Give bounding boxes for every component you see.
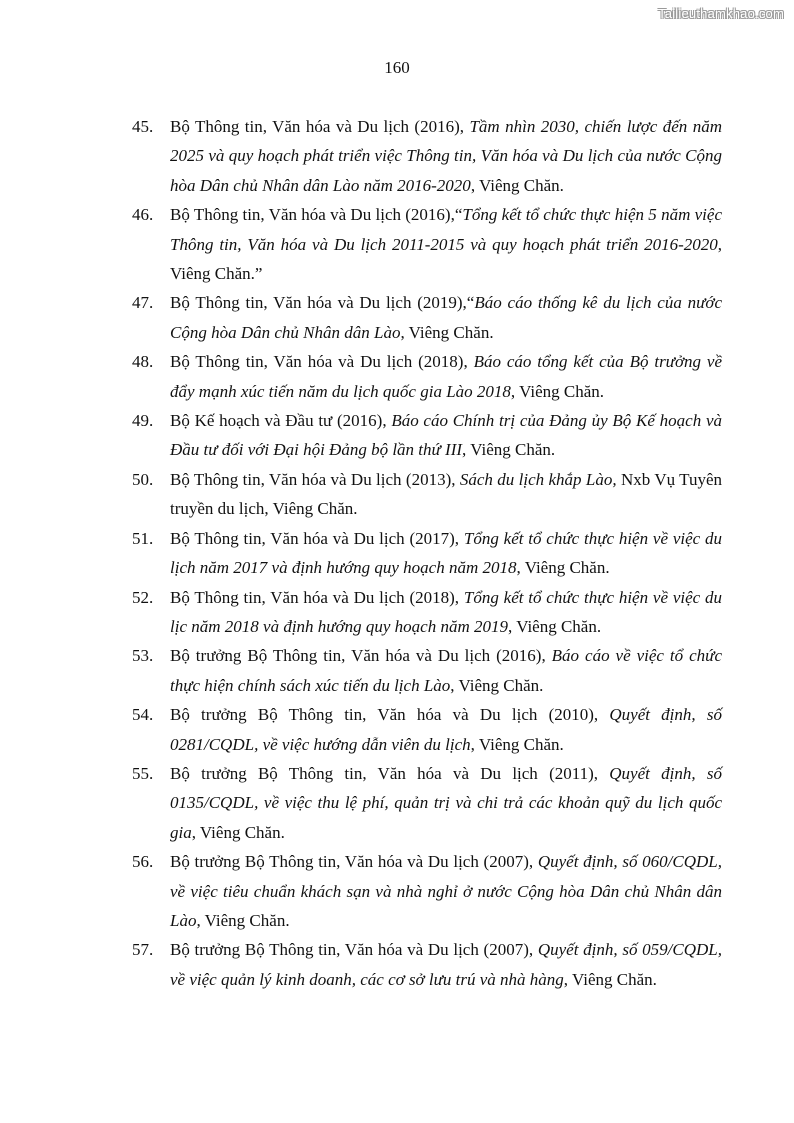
reference-number: 48. bbox=[132, 352, 154, 372]
reference-item bbox=[132, 847, 722, 935]
reference-number: 57. bbox=[132, 940, 154, 960]
reference-item bbox=[132, 524, 722, 583]
reference-text: Bộ Thông tin, Văn hóa và Du lịch (2017), Tổng kết tổ chức thực hiện về việc du lịch năm 2017 và định hướng quy hoạch năm 2018, Viêng Chăn. bbox=[170, 528, 722, 578]
reference-title: Quyết định, số 060/CQDL, về việc tiêu chuẩn khách sạn và nhà nghỉ ở nước Cộng hòa Dân chủ Nhân dân Lào bbox=[170, 852, 722, 930]
reference-number: 56. bbox=[132, 852, 154, 872]
reference-text: Bộ trưởng Bộ Thông tin, Văn hóa và Du lịch (2011), Quyết định, số 0135/CQDL, về việc thu lệ phí, quản trị và chi trả các khoản quỹ du lịch quốc gia, Viêng Chăn. bbox=[170, 763, 722, 842]
reference-title: Quyết định, số 0281/CQDL, về việc hướng dẫn viên du lịch bbox=[170, 705, 722, 754]
reference-title: Sách du lịch khắp Lào, bbox=[459, 469, 617, 489]
reference-text: Bộ Kế hoạch và Đầu tư (2016), Báo cáo Chính trị của Đảng ủy Bộ Kế hoạch và Đầu tư đối với Đại hội Đảng bộ lần thứ III, Viêng Chăn. bbox=[170, 411, 722, 460]
reference-item bbox=[132, 406, 722, 465]
reference-text: Bộ trưởng Bộ Thông tin, Văn hóa và Du lịch (2010), Quyết định, số 0281/CQDL, về việc hướng dẫn viên du lịch, Viêng Chăn. bbox=[170, 705, 722, 754]
reference-title: Quyết định, số 059/CQDL, về việc quản lý kinh doanh, các cơ sở lưu trú và nhà hàng bbox=[170, 940, 722, 989]
reference-item bbox=[132, 347, 722, 406]
watermark: Tailieuthamkhao.com bbox=[658, 6, 784, 21]
reference-item bbox=[132, 641, 722, 700]
reference-title: Báo cáo tổng kết của Bộ trưởng về đẩy mạnh xúc tiến năm du lịch quốc gia Lào 2018 bbox=[170, 352, 723, 401]
reference-title: Báo cáo thống kê du lịch của nước Cộng hòa Dân chủ Nhân dân Lào bbox=[170, 293, 722, 342]
reference-number: 45. bbox=[132, 117, 154, 136]
reference-item bbox=[132, 583, 722, 642]
reference-text: Bộ Thông tin, Văn hóa và Du lịch (2018), Tổng kết tổ chức thực hiện về việc du lịc năm 2018 và định hướng quy hoạch năm 2019, Viêng Chăn. bbox=[170, 587, 722, 636]
reference-item bbox=[132, 935, 722, 994]
reference-title: Quyết định, số 0135/CQDL, về việc thu lệ phí, quản trị và chi trả các khoản quỹ du lịch quốc gia bbox=[170, 763, 722, 842]
reference-text: Bộ Thông tin, Văn hóa và Du lịch (2016),“Tổng kết tổ chức thực hiện 5 năm việc Thông tin, Văn hóa và Du lịch 2011-2015 và quy hoạch phát triển 2016-2020, Viêng Chăn.” bbox=[170, 205, 722, 284]
reference-title: Tổng kết tổ chức thực hiện 5 năm việc Thông tin, Văn hóa và Du lịch 2011-2015 và quy hoạch phát triển 2016-2020 bbox=[170, 205, 722, 254]
reference-number: 51. bbox=[132, 528, 154, 548]
page-number: 160 bbox=[384, 58, 410, 77]
reference-number: 49. bbox=[132, 411, 154, 431]
reference-list bbox=[132, 112, 722, 994]
reference-item bbox=[132, 465, 722, 524]
reference-title: Tổng kết tổ chức thực hiện về việc du lịc năm 2018 và định hướng quy hoạch năm 2019 bbox=[170, 587, 722, 636]
reference-number: 53. bbox=[132, 646, 154, 666]
reference-number: 55. bbox=[132, 763, 154, 783]
reference-text: Bộ trưởng Bộ Thông tin, Văn hóa và Du lịch (2016), Báo cáo về việc tổ chức thực hiện chính sách xúc tiến du lịch Lào, Viêng Chăn. bbox=[170, 646, 722, 695]
reference-number: 52. bbox=[132, 587, 154, 607]
reference-number: 47. bbox=[132, 293, 154, 313]
reference-item bbox=[132, 112, 722, 200]
reference-item bbox=[132, 759, 722, 847]
reference-text: Bộ Thông tin, Văn hóa và Du lịch (2016), Tầm nhìn 2030, chiến lược đến năm 2025 và quy hoạch phát triển việc Thông tin, Văn hóa và Du lịch của nước Cộng hòa Dân chủ Nhân dân Lào năm 2016-2020, Viêng Chăn. bbox=[170, 117, 722, 195]
reference-number: 50. bbox=[132, 469, 154, 489]
reference-title: Báo cáo Chính trị của Đảng ủy Bộ Kế hoạch và Đầu tư đối với Đại hội Đảng bộ lần thứ III bbox=[170, 411, 722, 460]
reference-text: Bộ trưởng Bộ Thông tin, Văn hóa và Du lịch (2007), Quyết định, số 059/CQDL, về việc quản lý kinh doanh, các cơ sở lưu trú và nhà hàng, Viêng Chăn. bbox=[170, 940, 722, 989]
reference-number: 54. bbox=[132, 705, 154, 725]
reference-title: Báo cáo về việc tổ chức thực hiện chính sách xúc tiến du lịch Lào bbox=[170, 646, 722, 695]
reference-text: Bộ Thông tin, Văn hóa và Du lịch (2013), Sách du lịch khắp Lào, Nxb Vụ Tuyên truyền du lịch, Viêng Chăn. bbox=[170, 469, 722, 519]
reference-number: 46. bbox=[132, 205, 154, 225]
reference-title: Tầm nhìn 2030, chiến lược đến năm 2025 và quy hoạch phát triển việc Thông tin, Văn hóa và Du lịch của nước Cộng hòa Dân chủ Nhân dân Lào năm 2016-2020 bbox=[170, 117, 722, 195]
reference-item bbox=[132, 288, 722, 347]
reference-item bbox=[132, 200, 722, 288]
reference-text: Bộ Thông tin, Văn hóa và Du lịch (2018), Báo cáo tổng kết của Bộ trưởng về đẩy mạnh xúc tiến năm du lịch quốc gia Lào 2018, Viêng Chăn. bbox=[170, 352, 723, 401]
reference-item bbox=[132, 700, 722, 759]
reference-text: Bộ Thông tin, Văn hóa và Du lịch (2019),“Báo cáo thống kê du lịch của nước Cộng hòa Dân chủ Nhân dân Lào, Viêng Chăn. bbox=[170, 293, 722, 342]
reference-text: Bộ trưởng Bộ Thông tin, Văn hóa và Du lịch (2007), Quyết định, số 060/CQDL, về việc tiêu chuẩn khách sạn và nhà nghỉ ở nước Cộng hòa Dân chủ Nhân dân Lào, Viêng Chăn. bbox=[170, 852, 722, 930]
reference-title: Tổng kết tổ chức thực hiện về việc du lịch năm 2017 và định hướng quy hoạch năm 2018 bbox=[170, 528, 722, 578]
